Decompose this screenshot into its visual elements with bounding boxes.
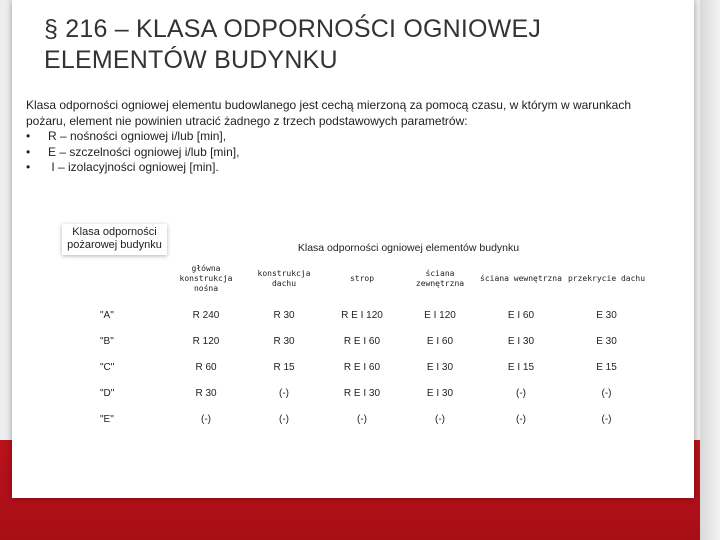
column-header: konstrukcja dachu [257,269,311,288]
table-cell: R E I 60 [343,335,381,347]
page-title [44,14,664,76]
title-line-2: ELEMENTÓW BUDYNKU [44,46,338,74]
table-cell: (-) [516,413,526,425]
table-cell: (-) [601,413,612,425]
table-cell: (-) [201,413,211,425]
table-row [62,406,650,432]
table-cell: (-) [279,413,289,425]
table-row [62,380,650,406]
table-cell: E 30 [596,335,617,347]
bullet-text: R – nośności ogniowej i/lub [min], [48,129,227,143]
column-header: strop [349,274,375,283]
bullet-text: E – szczelności ogniowej i/lub [min], [48,144,240,159]
table-cell: E 15 [596,361,617,373]
table-cell: R 30 [273,309,295,321]
group-header: Klasa odporności ogniowej elementów budynku [297,242,520,254]
table-cell: E I 60 [426,335,454,347]
fire-resistance-table [62,224,650,430]
table-cell: R 120 [192,335,220,347]
bullet-item-r [26,129,646,145]
title-line-1: § 216 – KLASA ODPORNOŚCI OGNIOWEJ [44,15,542,43]
row-class-label: "E" [100,413,114,425]
intro-paragraph: Klasa odporności ogniowej elementu budowlanego jest cechą mierzoną za pomocą czasu, w którym w warunkach pożaru, element nie powinien utracić żadnego z trzech podstawowych parametrów: [26,98,631,128]
table-cell: (-) [601,387,612,399]
column-header: ściana zewnętrzna [415,269,465,288]
table-cell: R 15 [273,361,295,373]
row-class-label: "D" [100,387,115,399]
bullet-dot: • [26,160,31,174]
table-cell: E I 30 [426,387,454,399]
table-cell: E I 120 [424,309,456,321]
table-cell: R E I 30 [343,387,381,399]
table-cell: (-) [279,387,289,399]
bullet-dot: • [26,129,31,143]
bullet-dot: • [26,144,31,159]
empty-header-cell [62,256,167,302]
table-row [62,328,650,354]
intro-text [26,98,646,176]
row-class-label: "A" [100,309,114,321]
column-header: ściana wewnętrzna [480,274,562,283]
bullet-text: I – izolacyjności ogniowej [min]. [48,160,219,174]
table-cell: (-) [516,387,526,399]
table-cell: E 30 [596,309,617,321]
table-row [62,302,650,328]
table-cell: E I 60 [507,309,535,321]
table-cell: (-) [357,413,367,425]
table-cell: E I 30 [507,335,535,347]
column-header: przekrycie dachu [567,274,646,283]
bullet-item-e [26,145,646,161]
row-class-label: "C" [100,361,115,373]
table-cell: R E I 60 [343,361,381,373]
class-header-cell [62,224,167,256]
right-edge-strip [700,0,720,540]
table-cell: R 240 [192,309,220,321]
class-header: Klasa odporności pożarowej budynku [62,224,167,255]
bullet-item-i [26,160,646,176]
table-cell: E I 30 [426,361,454,373]
table-cell: E I 15 [507,361,535,373]
table-cell: R 30 [273,335,295,347]
table-cell: R E I 120 [341,309,383,321]
table-cell: (-) [435,413,445,425]
row-class-label: "B" [100,335,114,347]
table-row [62,354,650,380]
column-header: główna konstrukcja nośna [179,264,233,293]
table-cell: R 30 [195,387,217,399]
table-cell: R 60 [195,361,217,373]
